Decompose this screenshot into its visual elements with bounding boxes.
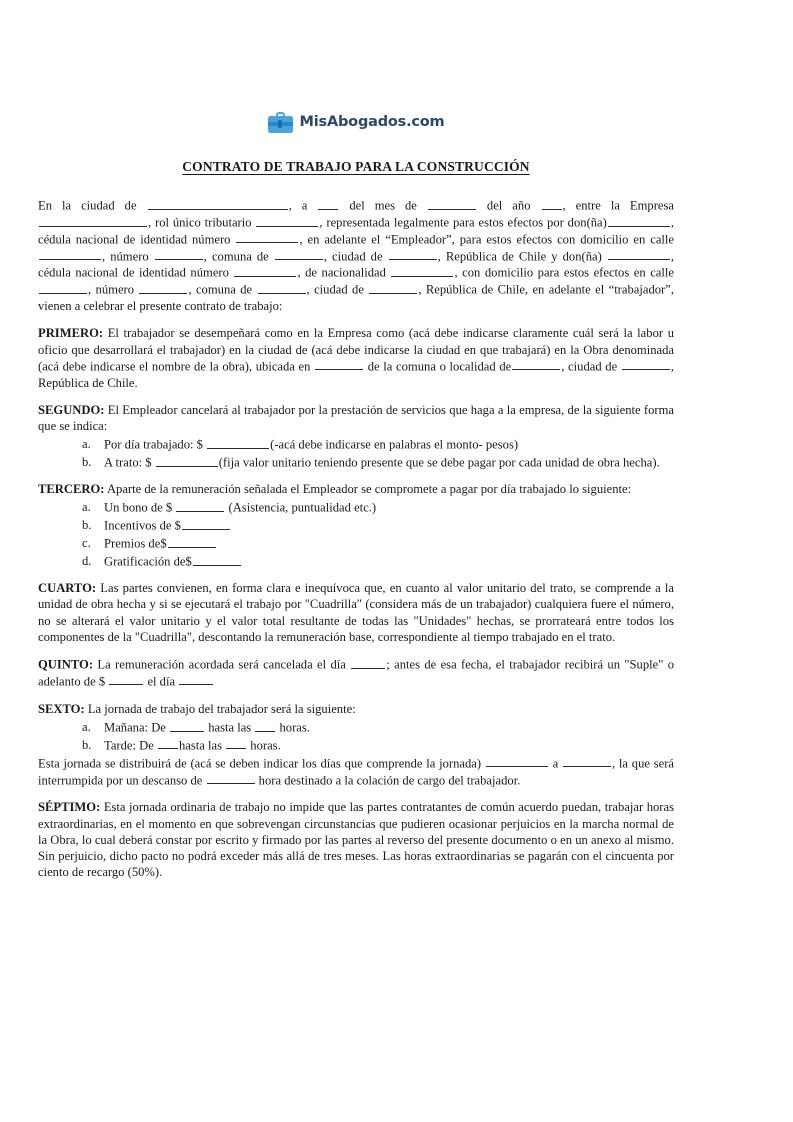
intro-seg-9: , número [102,249,154,264]
list-marker: d. [82,554,92,569]
blank-monto-dia[interactable] [207,436,269,449]
clause-quinto-label: QUINTO: [38,657,94,672]
brand-logo [38,105,674,139]
list-item-before: Un bono de $ [104,500,176,515]
blank-empresa[interactable] [39,214,147,227]
clause-sexto-text-1: La jornada de trabajo del trabajador será la siguiente: [84,701,356,716]
document-body [38,105,674,892]
clause-primero-text-2: de la comuna o localidad de [364,359,512,374]
blank-calle-empleador[interactable] [39,248,101,261]
blank-ciudad-trabajador[interactable] [369,281,417,294]
blank-comuna-empleador[interactable] [275,248,323,261]
list-item [82,436,674,453]
blank-numero-empleador[interactable] [155,248,203,261]
intro-paragraph [38,197,674,314]
blank-calle-trabajador[interactable] [39,281,87,294]
blank-obra-comuna[interactable] [512,358,560,371]
list-item [82,737,674,754]
list-item-after: (-acá debe indicarse en palabras el monto- pesos) [270,437,519,452]
clause-tercero-text-1: Aparte de la remuneración señalada el Empleador se compromete a pagar por día trabajado lo siguiente: [104,482,632,497]
list-item-after: (Asistencia, puntualidad etc.) [225,500,377,515]
blank-premios[interactable] [168,535,216,548]
clause-quinto-text-1: La remuneración acordada será cancelada el día [93,657,351,672]
intro-seg-1: , a [288,198,318,213]
intro-seg-6: , representada legalmente para estos efectos por don(ña) [319,215,607,230]
clause-sexto-tail-2: a [548,756,562,771]
clause-sexto-label: SEXTO: [38,701,85,716]
list-item-before: Gratificación de$ [104,554,192,569]
clause-primero [38,325,674,391]
blank-nacionalidad[interactable] [391,264,453,277]
briefcase-icon [268,112,293,133]
list-item-after: horas. [247,738,281,753]
list-marker: b. [82,518,92,533]
intro-seg-12: , República de Chile y don(ña) [437,249,607,264]
blank-dia-pago[interactable] [351,656,385,669]
intro-seg-4: , entre la Empresa [562,198,674,213]
blank-comuna-trabajador[interactable] [258,281,306,294]
clause-sexto-tail-4: hora destinado a la colación de cargo del trabajador. [255,773,521,788]
list-item-middle: hasta las [205,720,255,735]
blank-bono[interactable] [176,499,224,512]
list-item-before: Incentivos de $ [104,518,181,533]
blank-obra-ciudad[interactable] [622,358,670,371]
clause-sexto [38,701,674,717]
blank-cedula-trabajador[interactable] [234,264,296,277]
clause-septimo-label: SÉPTIMO: [38,800,101,815]
list-item-after: horas. [276,720,310,735]
clause-primero-label: PRIMERO: [38,326,104,341]
clause-septimo-text-1: Esta jornada ordinaria de trabajo no impide que las partes contratantes de común acuerdo puedan, trabajar horas extraordinarias, en el momento en que sobrevengan circunstancias que pudieren ocasionar perjuicios en la marcha normal de la Obra, lo cual deberá constar por escrito y firmado por las partes al reverso del presente documento o en un anexo al mismo. Sin perjuicio, dicho pacto no podrá exceder más allá de tres meses. Las horas extraordinarias se pagarán con el cincuenta por ciento de recargo (50%). [38,800,674,880]
clause-sexto-tail [38,755,674,789]
blank-numero-trabajador[interactable] [139,281,187,294]
intro-seg-19: , República de Chile, en adelante el “trabajador”, vienen a celebrar el presente contrato de trabajo: [38,282,674,314]
list-item [82,499,674,516]
list-item-before: Premios de$ [104,536,167,551]
list-item [82,553,674,570]
list-item-before: A trato: $ [104,455,155,470]
blank-monto-suple[interactable] [109,673,143,686]
list-marker: a. [82,500,91,515]
list-item [82,719,674,736]
blank-ciudad[interactable] [148,197,288,210]
blank-rut-empresa[interactable] [256,214,318,227]
intro-seg-8: , en adelante el “Empleador”, para estos efectos con domicilio en calle [299,232,674,247]
blank-jornada-desde[interactable] [486,755,548,768]
clause-primero-text-3: , ciudad de [561,359,621,374]
intro-seg-7: , cédula nacional de identidad número [38,215,674,247]
blank-gratificacion[interactable] [193,553,241,566]
intro-seg-11: , ciudad de [323,249,388,264]
clause-quinto [38,656,674,690]
clause-quinto-text-2: ; antes de esa fecha, el trabajador recibirá un "Suple" o adelanto de $ [38,657,674,689]
blank-manana-inicio[interactable] [170,719,204,732]
clause-segundo [38,402,674,434]
blank-jornada-hasta[interactable] [563,755,611,768]
list-marker: a. [82,719,91,734]
blank-tarde-fin[interactable] [226,737,246,750]
list-item-before: Por día trabajado: $ [104,437,207,452]
clause-quinto-text-3: el día [144,674,179,689]
clause-segundo-text-1: El Empleador cancelará al trabajador por la prestación de servicios que haga a la empresa, de la siguiente forma que se indica: [38,402,674,434]
intro-seg-16: , número [88,282,139,297]
intro-seg-15: , con domicilio para estos efectos en calle [454,266,674,281]
list-item-before: Mañana: De [104,720,170,735]
blank-descanso[interactable] [207,772,255,785]
blank-mes[interactable] [428,197,476,210]
blank-dia[interactable] [318,197,338,210]
brand-name: MisAbogados.com [299,114,445,130]
blank-incentivos[interactable] [182,517,230,530]
intro-seg-17: , comuna de [188,282,257,297]
clause-segundo-label: SEGUNDO: [38,402,105,417]
intro-seg-10: , comuna de [203,249,274,264]
clause-sexto-tail-1: Esta jornada se distribuirá de (acá se deben indicar los días que comprende la jornada) [38,756,485,771]
list-item [82,535,674,552]
clause-tercero [38,481,674,497]
intro-seg-18: , ciudad de [306,282,369,297]
blank-ciudad-empleador[interactable] [389,248,437,261]
clause-cuarto [38,580,674,645]
clause-septimo [38,799,674,880]
page-title: CONTRATO DE TRABAJO PARA LA CONSTRUCCIÓN [182,159,530,174]
blank-dia-suple[interactable] [179,673,213,686]
intro-seg-0: En la ciudad de [38,198,147,213]
clause-primero-text-4: , República de Chile. [38,359,674,390]
blank-rep-legal[interactable] [608,214,670,227]
blank-obra-ubicacion[interactable] [315,358,363,371]
clause-sexto-list [38,719,674,754]
blank-trabajador-nombre[interactable] [608,248,670,261]
clause-primero-text-1: El trabajador se desempeñará como en la Empresa como (acá debe indicarse claramente cuál será la labor u oficio que desarrollará el trabajador) en la ciudad de (acá debe indicarse la ciudad en que trabajará) en la Obra denominada (acá debe indicarse el nombre de la obra), ubicada en [38,326,674,374]
blank-tarde-inicio[interactable] [158,737,178,750]
list-item-after: (fija valor unitario teniendo presente que se debe pagar por cada unidad de obra hecha). [218,455,660,470]
clause-cuarto-label: CUARTO: [38,581,97,596]
list-item-middle: hasta las [178,738,226,753]
intro-seg-13: , cédula nacional de identidad número [38,249,674,281]
intro-seg-2: del mes de [339,198,427,213]
blank-monto-trato[interactable] [156,454,218,467]
intro-seg-14: , de nacionalidad [297,266,391,281]
blank-cedula-empleador[interactable] [236,231,298,244]
intro-seg-5: , rol único tributario [148,215,256,230]
list-marker: c. [82,536,91,551]
list-marker: b. [82,455,92,470]
list-marker: a. [82,437,91,452]
clause-tercero-label: TERCERO: [38,482,105,497]
list-item [82,454,674,471]
clause-tercero-list [38,499,674,570]
list-item [82,517,674,534]
list-marker: b. [82,737,92,752]
list-item-before: Tarde: De [104,738,157,753]
blank-manana-fin[interactable] [255,719,275,732]
blank-anio[interactable] [542,197,562,210]
clause-sexto-tail-3: , la que será interrumpida por un descanso de [38,756,674,788]
clause-cuarto-text-1: Las partes convienen, en forma clara e inequívoca que, en cuanto al valor unitario del trato, se comprende a la unidad de obra hecha y si se ejecutará el trabajo por "Cuadrilla" (considera más de un trabajador) cualquiera fuere el número, no se alterará el valor unitario y el valor total resultante de todas las "Unidades" hechas, se prorrateará entre todos los componentes de la "Cuadrilla", descontando la remuneración base, correspondiente al tiempo trabajado en el trato. [38,581,674,644]
clause-segundo-list [38,436,674,471]
intro-seg-3: del año [476,198,541,213]
